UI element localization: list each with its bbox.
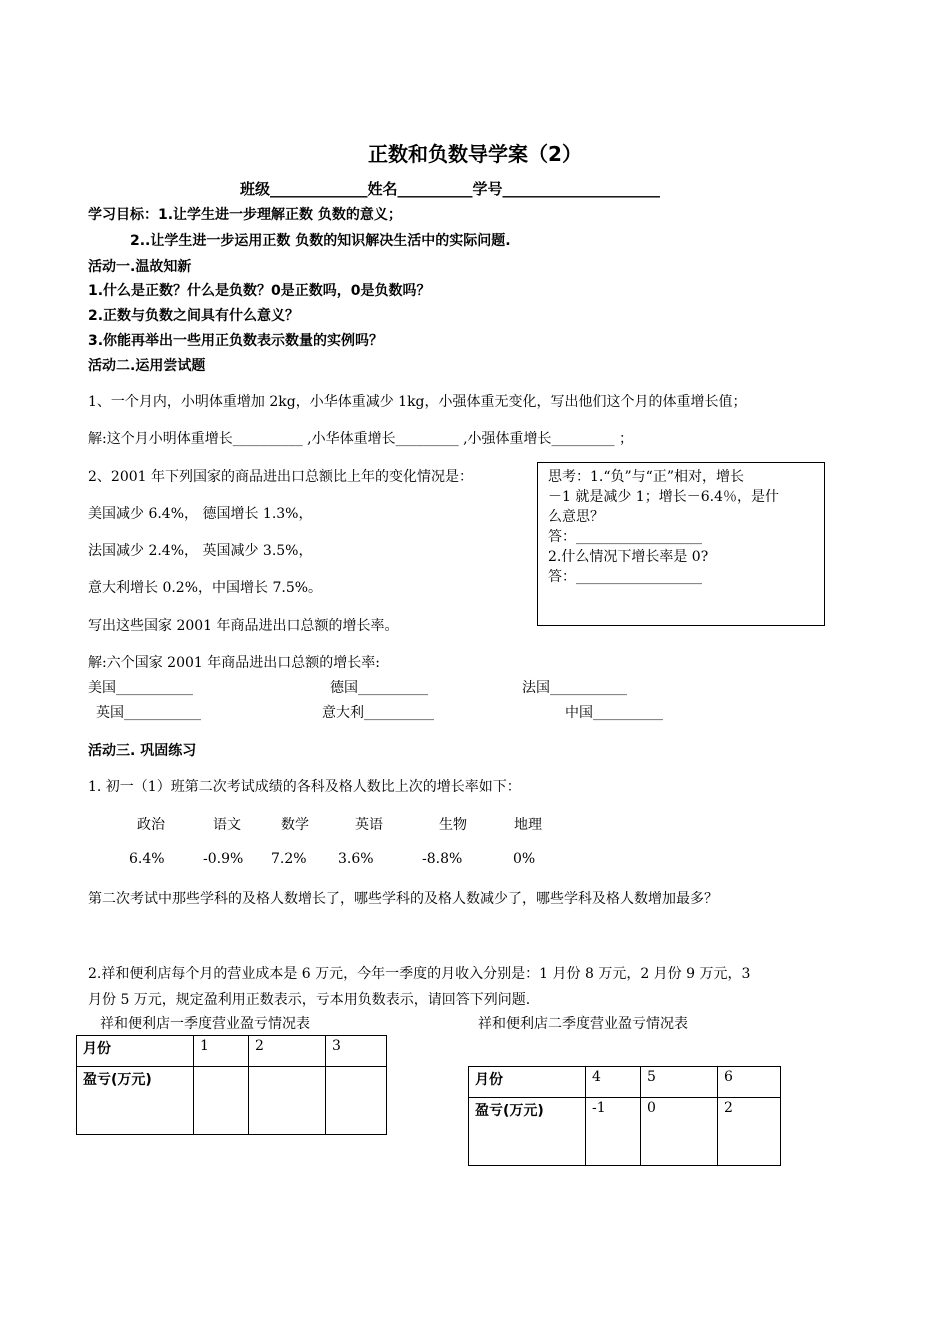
student-info-line: 班级_____________姓名__________学号_____________________ — [240, 180, 661, 198]
blank-usa: 美国___________ — [88, 680, 193, 696]
subject-geography: 地理 — [514, 817, 542, 833]
table1-profit-cell-2[interactable] — [249, 1067, 326, 1135]
table1-caption: 祥和便利店一季度营业盈亏情况表 — [100, 1016, 310, 1032]
blank-germany: 德国__________ — [330, 680, 428, 696]
table2-month-6: 6 — [718, 1067, 781, 1098]
think-line-5: 2.什么情况下增长率是 0? — [548, 549, 709, 565]
think-line-3: 么意思？ — [548, 509, 604, 525]
table1-profit-cell-3[interactable] — [326, 1067, 387, 1135]
rate-geography: 0% — [513, 851, 536, 867]
exercise-1-text: 1. 初一（1）班第二次考试成绩的各科及格人数比上次的增长率如下： — [88, 779, 521, 795]
rate-english: 3.6% — [338, 851, 374, 867]
problem-1-answer: 解:这个月小明体重增长__________ ,小华体重增长_________ ,小强体重增长_________ ； — [88, 431, 633, 447]
exercise-2-line-1: 2.祥和便利店每个月的营业成本是 6 万元，今年一季度的月收入分别是：1 月份 8 万元，2 月份 9 万元，3 — [88, 966, 751, 982]
subject-politics: 政治 — [137, 817, 165, 833]
goal-line-2: 2..让学生进一步运用正数 负数的知识解决生活中的实际问题. — [130, 233, 511, 249]
blank-uk: 英国___________ — [96, 705, 201, 721]
problem-2-line-2: 法国减少 2.4%， 英国减少 3.5%， — [88, 543, 313, 559]
activity1-question-3: 3.你能再举出一些用正负数表示数量的实例吗？ — [88, 333, 384, 349]
think-answer-1: 答：__________________ — [548, 529, 702, 545]
think-line-2: －1 就是减少 1；增长－6.4％，是什 — [548, 489, 779, 505]
table1-month-header: 月份 — [77, 1036, 194, 1067]
think-answer-2: 答：__________________ — [548, 569, 702, 585]
subject-biology: 生物 — [439, 817, 467, 833]
table2-month-4: 4 — [586, 1067, 641, 1098]
activity1-question-1: 1.什么是正数？什么是负数？0是正数吗，0是负数吗？ — [88, 283, 431, 299]
table1-month-2: 2 — [249, 1036, 326, 1067]
page-title: 正数和负数导学案（2） — [368, 142, 582, 166]
table2-profit-cell-4: -1 — [586, 1098, 641, 1166]
table2-caption: 祥和便利店二季度营业盈亏情况表 — [478, 1016, 688, 1032]
activity2-heading: 活动二.运用尝试题 — [88, 358, 206, 374]
goal-line-1: 学习目标：1.让学生进一步理解正数 负数的意义； — [88, 207, 402, 223]
table2-profit-cell-5: 0 — [641, 1098, 718, 1166]
table1-profit-cell-1[interactable] — [194, 1067, 249, 1135]
problem-1-text: 1、一个月内，小明体重增加 2kg，小华体重减少 1kg，小强体重无变化，写出他们这个月的体重增长值； — [88, 394, 747, 410]
table2-month-5: 5 — [641, 1067, 718, 1098]
q2-profit-table — [468, 1066, 781, 1166]
table2-profit-cell-6: 2 — [718, 1098, 781, 1166]
exercise-2-line-2: 月份 5 万元，规定盈利用正数表示，亏本用负数表示，请回答下列问题. — [88, 992, 531, 1008]
problem-2-line-1: 美国减少 6.4%， 德国增长 1.3%， — [88, 506, 313, 522]
blank-italy: 意大利__________ — [322, 705, 434, 721]
table2-profit-header: 盈亏(万元) — [469, 1098, 586, 1166]
problem-2-answer: 解:六个国家 2001 年商品进出口总额的增长率: — [88, 655, 380, 671]
problem-2-task: 写出这些国家 2001 年商品进出口总额的增长率。 — [88, 618, 399, 634]
table1-month-3: 3 — [326, 1036, 387, 1067]
table1-month-1: 1 — [194, 1036, 249, 1067]
rate-biology: -8.8% — [422, 851, 463, 867]
subject-math: 数学 — [281, 817, 309, 833]
problem-2-line-3: 意大利增长 0.2%，中国增长 7.5%。 — [88, 580, 323, 596]
table2-month-header: 月份 — [469, 1067, 586, 1098]
exercise-1-question: 第二次考试中那些学科的及格人数增长了，哪些学科的及格人数减少了，哪些学科及格人数增加最多？ — [88, 891, 718, 907]
think-line-1: 思考：1.“负”与“正”相对，增长 — [548, 469, 744, 485]
rate-math: 7.2% — [271, 851, 307, 867]
rate-politics: 6.4% — [129, 851, 165, 867]
rate-chinese: -0.9% — [203, 851, 244, 867]
blank-france: 法国___________ — [522, 680, 627, 696]
blank-china: 中国__________ — [565, 705, 663, 721]
activity1-question-2: 2.正数与负数之间具有什么意义？ — [88, 308, 300, 324]
table1-profit-header: 盈亏(万元) — [77, 1067, 194, 1135]
think-box — [537, 462, 825, 626]
subject-english: 英语 — [355, 817, 383, 833]
activity3-heading: 活动三. 巩固练习 — [88, 743, 197, 759]
q1-profit-table — [76, 1035, 387, 1135]
activity1-heading: 活动一.温故知新 — [88, 259, 192, 275]
subject-chinese: 语文 — [213, 817, 241, 833]
problem-2-text: 2、2001 年下列国家的商品进出口总额比上年的变化情况是： — [88, 469, 473, 485]
